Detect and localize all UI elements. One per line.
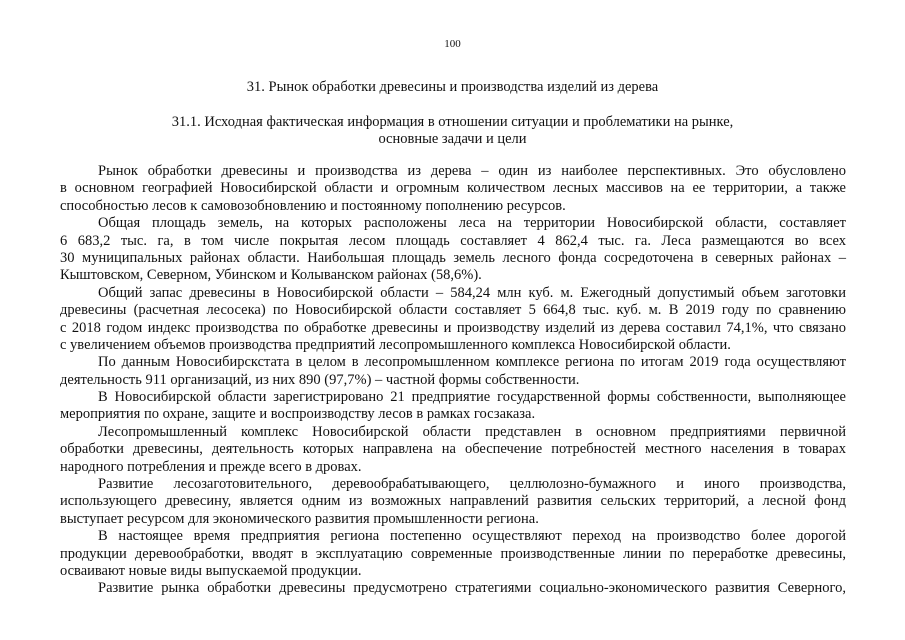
paragraph bbox=[60, 476, 846, 528]
subsection-title-line-1: 31.1. Исходная фактическая информация в отношении ситуации и проблематики на рынке, bbox=[171, 114, 734, 130]
section-title: 31. Рынок обработки древесины и производства изделий из дерева bbox=[246, 79, 659, 95]
paragraph-line: с 2018 годом индекс производства по обработке древесины и производству изделий из дерева составил 74,1%, что связано bbox=[60, 319, 846, 336]
paragraph bbox=[60, 285, 846, 355]
paragraph-line: осваивают новые виды выпускаемой продукции. bbox=[60, 562, 362, 579]
paragraph bbox=[60, 424, 846, 476]
paragraph-line: древесины (расчетная лесосека) по Новосибирской области составляет 5 664,8 тыс. куб. м. В 2019 году по сравнению bbox=[60, 302, 846, 319]
paragraph-line: способностью лесов к самовозобновлению и постоянному пополнению ресурсов. bbox=[60, 197, 566, 214]
paragraph-line: мероприятия по охране, защите и воспроизводству лесов в рамках госзаказа. bbox=[60, 406, 536, 423]
paragraph-line: Развитие рынка обработки древесины предусмотрено стратегиями социально-экономического развития Северного, bbox=[98, 580, 846, 597]
paragraph-line: Общий запас древесины в Новосибирской области – 584,24 млн куб. м. Ежегодный допустимый объем заготовки bbox=[98, 284, 846, 301]
paragraph bbox=[60, 163, 846, 215]
paragraph bbox=[60, 215, 846, 285]
paragraph bbox=[60, 354, 846, 389]
paragraph-line: народного потребления и прежде всего в дровах. bbox=[60, 458, 362, 475]
body-text bbox=[60, 163, 846, 598]
paragraph-line: Кыштовском, Северном, Убинском и Колыванском районах (58,6%). bbox=[60, 267, 482, 284]
paragraph-line: По данным Новосибирскстата в целом в лесопромышленном комплексе региона по итогам 2019 года осуществляют bbox=[98, 354, 846, 371]
subsection-title-line-2: основные задачи и цели bbox=[378, 131, 527, 147]
paragraph-line: Общая площадь земель, на которых расположены леса на территории Новосибирской области, составляет bbox=[98, 215, 846, 232]
paragraph-line: деятельность 911 организаций, из них 890 (97,7%) – частной формы собственности. bbox=[60, 371, 580, 388]
paragraph-line: Рынок обработки древесины и производства из дерева – один из наиболее перспективных. Это обусловлено bbox=[98, 163, 846, 179]
paragraph-line: 30 муниципальных районах области. Наибольшая площадь земель лесного фонда сосредоточена в северных районах – bbox=[60, 249, 846, 266]
page-number: 100 bbox=[444, 38, 461, 50]
paragraph bbox=[60, 389, 846, 424]
paragraph-line: В настоящее время предприятия региона постепенно осуществляют переход на производство более дорогой bbox=[98, 528, 846, 545]
paragraph-line: 6 683,2 тыс. га, в том числе покрытая лесом площадь составляет 4 862,4 тыс. га. Леса размещаются во всех bbox=[60, 232, 846, 249]
paragraph-line: Развитие лесозаготовительного, деревообрабатывающего, целлюлозно-бумажного и иного производства, bbox=[98, 476, 846, 493]
paragraph-line: продукции деревообработки, вводят в эксплуатацию современные производственные линии по переработке древесины, bbox=[60, 545, 846, 562]
paragraph-line: с увеличением объемов производства предприятий лесопромышленного комплекса Новосибирской области. bbox=[60, 336, 731, 353]
paragraph-line: использующего древесину, является одним из возможных направлений развития сельских территорий, а лесной фонд bbox=[60, 493, 846, 510]
paragraph-line: В Новосибирской области зарегистрировано 21 предприятие государственной формы собственности, выполняющее bbox=[98, 389, 846, 406]
paragraph-line: выступает ресурсом для экономического развития промышленности региона. bbox=[60, 510, 539, 527]
paragraph-line: в основном географией Новосибирской области и огромным количеством лесных массивов на ее территории, а также bbox=[60, 180, 846, 197]
paragraph bbox=[60, 580, 846, 597]
paragraph-line: обработки древесины, деятельность которых направлена на обеспечение потребностей местного населения в товарах bbox=[60, 441, 846, 458]
paragraph-line: Лесопромышленный комплекс Новосибирской области представлен в основном предприятиями первичной bbox=[98, 423, 846, 440]
subsection-title bbox=[0, 114, 905, 148]
paragraph bbox=[60, 528, 846, 580]
